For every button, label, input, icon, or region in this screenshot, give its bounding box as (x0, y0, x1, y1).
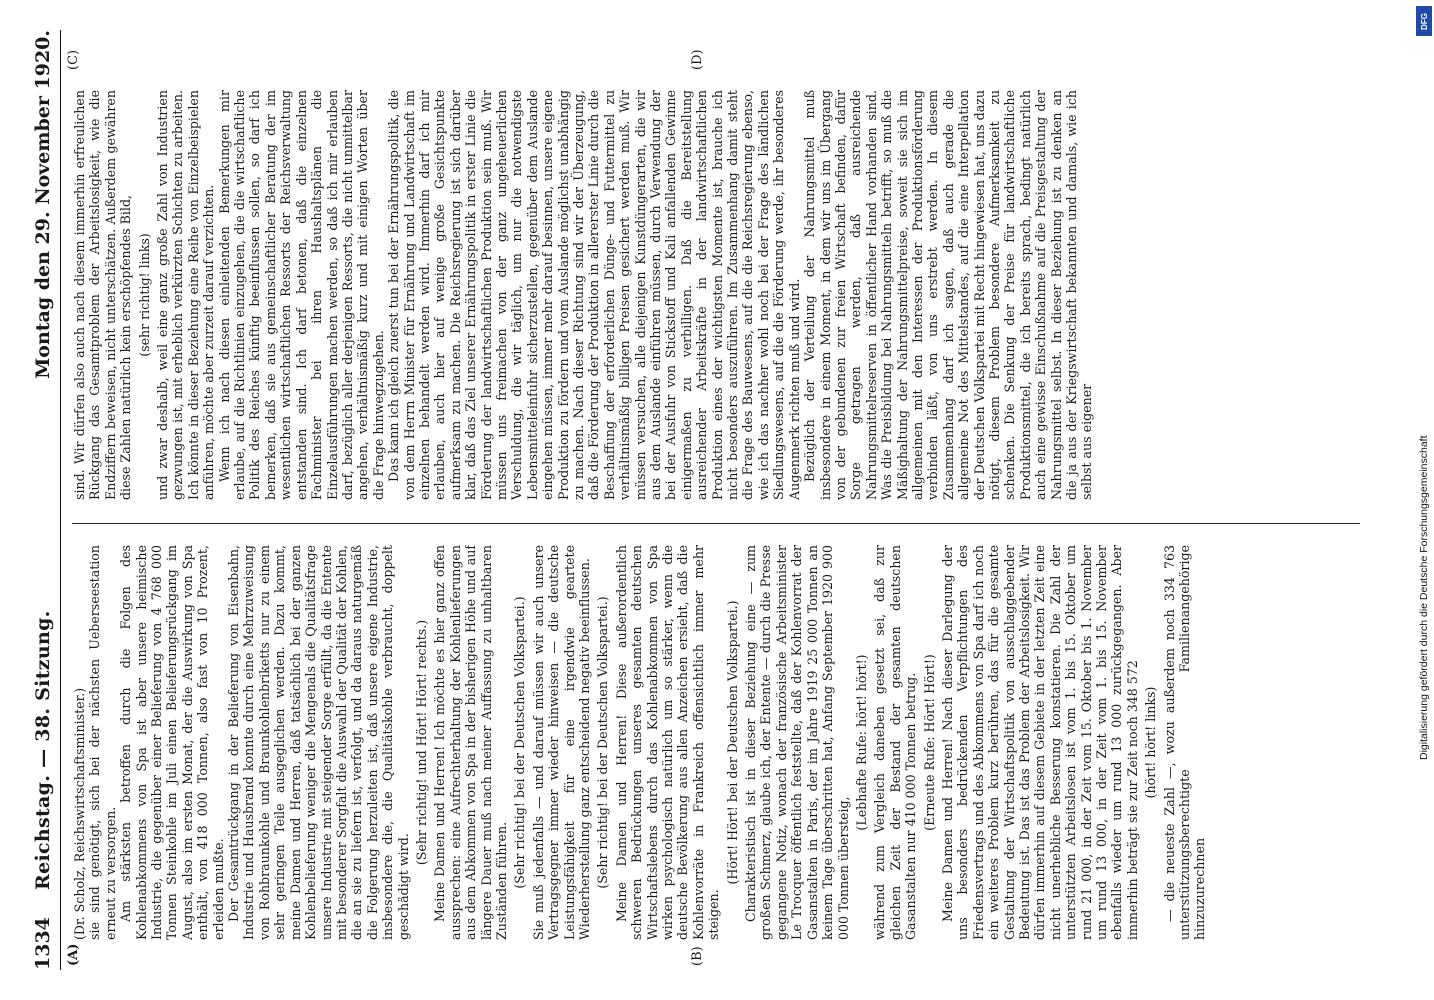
session-date: Montag den 29. November 1920. (32, 30, 54, 379)
digitization-credit: Digitalisierung gefördert durch die Deutsche Forschungsgemeinschaft (1418, 435, 1430, 760)
session-title: Reichstag. — 38. Sitzung. (32, 610, 54, 890)
paragraph: sie sind genötigt, sich bei der nächsten Ueberseestation erneut zu versorgen. (87, 545, 118, 940)
paragraph: Meine Damen und Herren! Nach dieser Darlegung der uns besonders bedrückenden Verpflichtungen des Friedensvertrags und des Abkommens von Spa darf ich noch ein weiteres Problem kurz berühren, das für die gesamte Gestaltung der Wirtschaftspolitik von ausschlaggebender Bedeutung ist. Das ist das Problem der Arbeitslosigkeit. Wir dürfen immerhin auf diesem Gebiete in der letzten Zeit eine nicht unerhebliche Besserung konstatieren. Die Zahl der unterstützten Arbeitslosen ist vom 1. bis 15. Oktober um rund 21 000, in der Zeit vom 15. Oktober bis 1. November um rund 13 000, in der Zeit vom 1. bis 15. November ebenfalls wieder um rund 13 000 zurückgegangen. Aber immerhin beträgt sie zur Zeit noch 348 572 (939, 545, 1140, 940)
margin-marker-c: (C) (66, 49, 81, 70)
digitization-sidebar (1414, 0, 1434, 1000)
interjection: (sehr richtig! links) (136, 233, 152, 357)
dfg-logo-text: DFG (1419, 12, 1429, 30)
speaker-label: (Dr. Scholz, Reichswirtschaftsminister.) (72, 687, 87, 940)
left-column (72, 545, 1360, 940)
paragraph: Meine Damen und Herren! Ich möchte es hier ganz offen aussprechen: eine Aufrechterhaltung der Kohlenlieferungen aus dem Abkommen von Spa in der bisherigen Höhe und auf längere Dauer muß nach meiner Auffassung zu unhaltbaren Zuständen führen. (432, 545, 509, 940)
page-header (30, 30, 61, 970)
interjection: (Erneute Rufe: Hört! Hört!) (921, 654, 937, 831)
margin-marker-a: (A) (66, 943, 81, 966)
column-divider (72, 523, 1360, 524)
paragraph: und zwar deshalb, weil eine ganz große Zahl von Industrien gezwungen ist, mit erheblich verkürzten Schichten zu arbeiten. Ich könnte in dieser Beziehung eine Reihe von Einzelbeispielen anführen, möchte aber zurzeit darauf verzichten. (155, 90, 217, 500)
paragraph: Der Gesamtrückgang in der Belieferung von Eisenbahn, Industrie und Hausbrand konnte durch eine Mehrzuweisung von Rohbraunkohle und Braunkohlenbriketts nur zu einem sehr geringen Teile ausgeglichen werden. Dazu kommt, meine Damen und Herren, daß tatsächlich bei der ganzen Kohlenbelieferung weniger die Mengenals die Qualitätsfrage unsere Industrie mit steigender Sorge erfüllt, da die Entente mit besonderer Sorgfalt die Auswahl der Qualität der Kohlen, die an sie zu liefern ist, verfolgt, und da daraus naturgemäß die Folgerung herzuleiten ist, daß unsere eigene Industrie, insbesondere die, die Qualitätskohle verbraucht, doppelt geschädigt wird. (226, 545, 411, 940)
margin-marker-b: (B) (690, 946, 705, 966)
interjection: (Sehr richtig! und Hört! Hört! rechts.) (413, 619, 429, 866)
paragraph: während zum Vergleich daneben gesetzt sei, daß zur gleichen Zeit der Bestand der gesamten deutschen Gasanstalten nur 410 000 Tonnen betrug. (872, 545, 919, 940)
paragraph: Wenn ich nach diesen einleitenden Bemerkungen mir erlaube, auf die Richtlinien einzugehen, die die wirtschaftliche Politik des Reiches künftig beeinflussen sollen, so darf ich bemerken, daß sie aus gemeinschaftlicher Beratung der im wesentlichen wirtschaftlichen Ressorts der Reichsverwaltung entstanden sind. Ich darf betonen, daß die einzelnen Fachminister bei ihren Haushaltsplänen die Einzelausführungen machen werden, so daß ich mir erlauben darf, bezüglich aller derjenigen Ressorts, die nicht unmittelbar angehen, verhältnismäßig kurz und mit einigen Worten über die Frage hinwegzugehen. (216, 90, 386, 500)
paragraph: Charakteristisch ist in dieser Beziehung eine — zum großen Schmerz, glaube ich, der Entente — durch die Presse gegangene Notiz, wonach der französische Arbeitsminister Le Trocquer öffentlich feststellte, daß der Kohlenvorrat der Gasanstalten in Paris, der im Jahre 1919 25 000 Tonnen an keinem Tage überschritten hat, Anfang September 1920 900 000 Tonnen übersteig, (743, 545, 851, 940)
paragraph: Am stärksten betroffen durch die Folgen des Kohlenabkommens von Spa ist aber unsere heimische Industrie, die gegenüber einer Belieferung von 4 768 000 Tonnen Steinkohle im Juli einen Belieferungsrückgang im August, also im ersten Monat, der die Auswirkung von Spa enthält, von 418 000 Tonnen, also fast von 10 Prozent, erleiden mußte. (118, 545, 226, 940)
paragraph: Sie muß jedenfalls — und darauf müssen wir auch unsere Vertragsgegner immer wieder hinweisen — die deutsche Leistungsfähigkeit für eine irgendwie geartete Wiederherstellung ganz entscheidend negativ beeinflussen. (530, 545, 592, 940)
interjection: (Hört! Hört! bei der Deutschen Volkspartei.) (724, 600, 740, 885)
dfg-logo-icon (1416, 6, 1432, 36)
interjection: (hört! hört! links) (1143, 686, 1159, 799)
paragraph: Meine Damen und Herren! Diese außerordentlich schweren Bedrückungen unseres gesamten deutschen Wirtschaftslebens durch das Kohlenabkommen von Spa wirken psychologisch natürlich um so stärker, wenn die deutsche Bevölkerung aus allen Anzeichen ersieht, daß die Kohlenvorräte in Frankreich offensichtlich immer mehr steigen. (613, 545, 722, 940)
paragraph: sind. Wir dürfen also auch nach diesem immerhin erfreulichen Rückgang das Gesamtproblem der Arbeitslosigkeit, wie die Endziffern beweisen, nicht unterschätzen. Außerdem gewähren diese Zahlen natürlich kein erschöpfendes Bild, (72, 90, 134, 500)
margin-marker-d: (D) (690, 49, 705, 70)
right-column (72, 90, 1360, 500)
interjection: (Lebhafte Rufe: hört! hört!) (853, 654, 869, 831)
interjection: (Sehr richtig! bei der Deutschen Volkspartei.) (512, 596, 528, 889)
page-number: 1334 (32, 917, 54, 970)
paragraph: Bezüglich der Verteilung der Nahrungsmittel muß insbesondere in einem Moment, in dem wir uns im Übergang von der gebundenen zur freien Wirtschaft befinden, dafür Sorge getragen werden, daß ausreichende Nahrungsmittelreserven in öffentlicher Hand vorhanden sind. Was die Preisbildung bei Nahrungsmitteln betrifft, so muß die Mäßighaltung der Nahrungsmittelpreise, soweit sie sich im allgemeinen mit den Interessen der Produktionsförderung verbinden läßt, von uns erstrebt werden. In diesem Zusammenhang darf ich sagen, daß auch gerade die allgemeine Not des Mittelstandes, auf die eine Interpellation der Deutschen Volkspartei mit Recht hingewiesen hat, uns dazu nötigt, diesem Problem besondere Aufmerksamkeit zu schenken. Die Senkung der Preise für landwirtschaftliche Produktionsmittel, die ich bereits sprach, bedingt natürlich auch eine gewisse Einschußnahme auf die Preisgestaltung der Nahrungsmittel selbst. In dieser Beziehung ist zu denken an die ja aus der Kriegswirtschaft bekannten und damals, wie ich selbst aus eigener (802, 90, 1095, 500)
paragraph: — die neueste Zahl —, wozu außerdem noch 334 763 unterstützungsberechtigte Familienangehörige hinzuzurechnen (1161, 545, 1208, 940)
interjection: (Sehr richtig! bei der Deutschen Volkspartei.) (595, 596, 611, 889)
paragraph: Das kann ich gleich zuerst tun bei der Ernährungspolitik, die von dem Herrn Minister für Ernährung und Landwirtschaft im einzelnen behandelt werden wird. Immerhin darf ich mir erlauben, auch hier auf wenige große Gesichtspunkte aufmerksam zu machen. Die Reichsregierung ist sich darüber klar, daß das Ziel unserer Ernährungspolitik in erster Linie die Förderung der landwirtschaftlichen Produktion sein muß. Wir müssen uns freimachen von der ganz ungeheuerlichen Verschuldung, die wir täglich, um nur die notwendigste Lebensmitteleinfuhr sicherzustellen, gegenüber dem Auslande eingehen müssen, immer mehr darauf besinnen, unsere eigene Produktion zu fördern und vom Auslande möglichst unabhängig zu machen. Nach dieser Richtung sind wir der Überzeugung, daß die Förderung der Produktion in allererster Linie durch die Beschaffung der erforderlichen Dünge- und Futtermittel zu verhältnismäßig billigen Preisen gesichert werden muß. Wir müssen versuchen, alle diejenigen Kunstdüngerarten, die wir aus dem Auslande einführen müssen, durch Verwendung der bei der Ausfuhr von Stickstoff und Kali anfallenden Gewinne einigermaßen zu verbilligen. Daß die Bereitstellung ausreichender Arbeitskräfte in der landwirtschaftlichen Produktion eines der wichtigsten Momente ist, brauche ich nicht besonders auszuführen. Im Zusammenhang damit steht die Frage des Bauwesens, auf die die Reichsregierung ebenso, wie ich das nachher wohl noch bei der Frage des ländlichen Siedlungswesens, auf die die Förderung werde, ihr besonderes Augenmerk richten muß und wird. (386, 90, 802, 500)
